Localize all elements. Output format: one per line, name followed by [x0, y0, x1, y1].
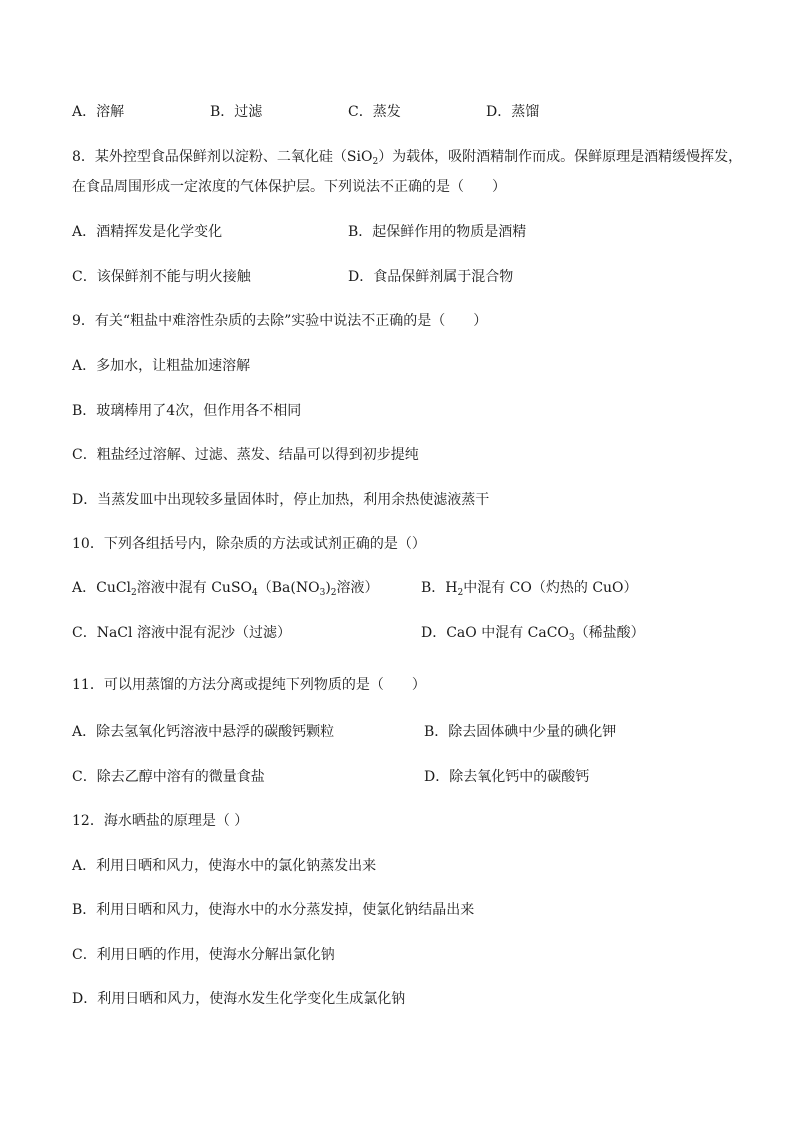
q8-stem-line1: 8．某外控型食品保鲜剂以淀粉、二氧化硅（SiO$_2$）为载体，吸附酒精制作而成。保鲜原理是酒精缓慢挥发， [72, 149, 743, 167]
q8-stem-line2: 在食品周围形成一定浓度的气体保护层。下列说法不正确的是（ ） [72, 179, 506, 195]
q12-option-a: A．利用日晒和风力，使海水中的氯化钠蒸发出来 [72, 858, 377, 874]
q12-stem: 12．海水晒盐的原理是（ ） [72, 813, 249, 829]
q9-option-d: D．当蒸发皿中出现较多量固体时，停止加热，利用余热使滤液蒸干 [72, 492, 490, 508]
q8-option-c: C．该保鲜剂不能与明火接触 [72, 269, 251, 285]
q12-option-d: D．利用日晒和风力，使海水发生化学变化生成氯化钠 [72, 991, 406, 1007]
q9-option-b: B．玻璃棒用了4次，但作用各不相同 [72, 403, 302, 419]
q12-option-c: C．利用日晒的作用，使海水分解出氯化钠 [72, 947, 335, 963]
q12-option-b: B．利用日晒和风力，使海水中的水分蒸发掉，使氯化钠结晶出来 [72, 902, 475, 918]
q8-option-a: A．酒精挥发是化学变化 [72, 224, 223, 240]
q7-option-c: C．蒸发 [348, 104, 401, 120]
q10-option-a: A．CuCl$_2$溶液中混有 $CuSO_4(Ba(NO_3)_2$溶液） [72, 580, 379, 598]
q7-option-d: D．蒸馏 [486, 104, 540, 120]
q7-option-b: B．过滤 [210, 104, 263, 120]
q11-stem: 11．可以用蒸馏的方法分离或提纯下列物质的是（ ） [72, 677, 426, 693]
q11-option-a: A．除去氢氧化钙溶液中悬浮的碳酸钙颗粒 [72, 724, 335, 740]
q10-option-d: D．CaO 中混有 CaCO$_3$（稀盐酸） [421, 625, 645, 643]
q8-option-b: B．起保鲜作用的物质是酒精 [348, 224, 527, 240]
q10-option-c: C．NaCl 溶液中混有泥沙（过滤） [72, 625, 291, 641]
q9-stem: 9．有关“粗盐中难溶性杂质的去除”实验中说法不正确的是（ ） [72, 313, 488, 329]
q9-option-c: C．粗盐经过溶解、过滤、蒸发、结晶可以得到初步提纯 [72, 447, 419, 463]
q11-option-d: D．除去氧化钙中的碳酸钙 [424, 769, 590, 785]
q10-stem: 10．下列各组括号内，除杂质的方法或试剂正确的是（） [72, 536, 426, 552]
q8-option-d: D．食品保鲜剂属于混合物 [348, 269, 514, 285]
q9-option-a: A．多加水，让粗盐加速溶解 [72, 358, 251, 374]
q10-option-b: B．$H_2$中混有 CO（灼热的 CuO） [421, 580, 638, 598]
q7-option-a: A．溶解 [72, 104, 125, 120]
q11-option-b: B．除去固体碘中少量的碘化钾 [424, 724, 617, 740]
q11-option-c: C．除去乙醇中溶有的微量食盐 [72, 769, 265, 785]
